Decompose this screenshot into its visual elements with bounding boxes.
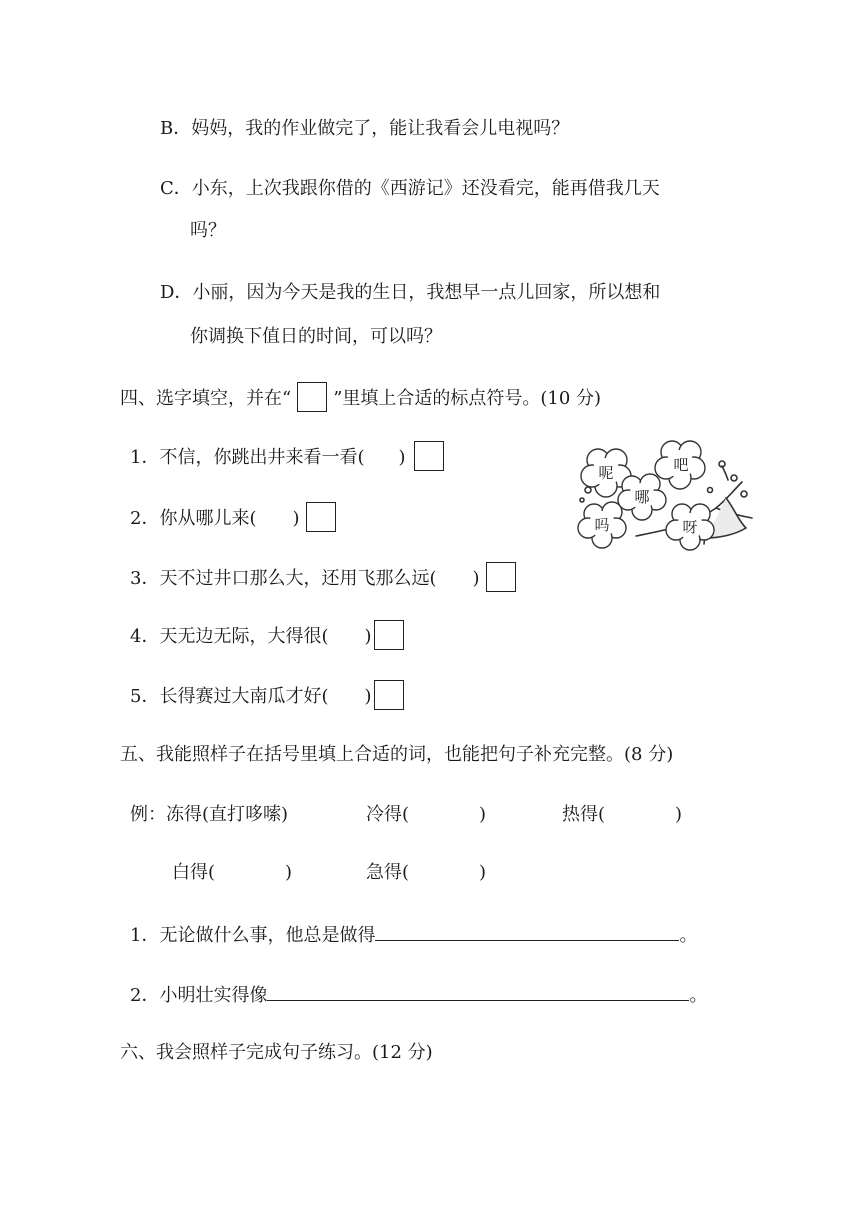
option-d-line1: D．小丽，因为今天是我的生日，我想早一点儿回家，所以想和	[160, 282, 661, 303]
blank-ji[interactable]	[366, 860, 486, 886]
sentence-end: 。	[679, 925, 698, 946]
section4-item-1	[130, 443, 444, 473]
punctuation-box[interactable]	[306, 502, 336, 532]
section4-item-5	[130, 682, 404, 712]
section4-title	[120, 384, 601, 414]
sentence-1	[130, 920, 697, 949]
example-text: 冻得(直打哆嗦)	[166, 804, 289, 825]
punctuation-box[interactable]	[486, 562, 516, 592]
blank-label: 冷得(	[366, 804, 410, 825]
blank-label: 急得(	[366, 862, 410, 883]
item-label: 5．长得赛过大南瓜才好(	[130, 686, 329, 707]
blank-label: 热得(	[562, 804, 606, 825]
item-label: 3．天不过井口那么大，还用飞那么远(	[130, 568, 437, 589]
item-label: 2．你从哪儿来(	[130, 508, 257, 529]
blank-close: )	[479, 804, 487, 825]
item-label: 4．天无边无际，大得很(	[130, 626, 329, 647]
blank-close: )	[675, 804, 683, 825]
item-label: 1．不信，你跳出井来看一看(	[130, 447, 365, 468]
item-close-paren: )	[364, 626, 372, 647]
option-b: B．妈妈，我的作业做完了，能让我看会儿电视吗？	[160, 118, 570, 139]
section6-title: 六、我会照样子完成句子练习。(12 分)	[120, 1042, 433, 1063]
item-close-paren: )	[472, 568, 480, 589]
option-c-line2: 吗？	[190, 220, 226, 241]
sentence-2-label: 2．小明壮实得像	[130, 985, 268, 1006]
blank-close: )	[479, 862, 487, 883]
section4-item-4	[130, 622, 404, 652]
punctuation-box-example	[297, 382, 327, 412]
sentence-end: 。	[689, 985, 708, 1006]
flower-char-na: 哪	[634, 488, 650, 506]
punctuation-box[interactable]	[414, 441, 444, 471]
punctuation-box[interactable]	[374, 680, 404, 710]
blank-re[interactable]	[562, 802, 682, 828]
blank-leng[interactable]	[366, 802, 486, 828]
option-d-line2: 你调换下值日的时间，可以吗？	[190, 326, 442, 347]
punctuation-box[interactable]	[374, 620, 404, 650]
flower-char-ma: 吗	[594, 516, 610, 534]
item-close-paren: )	[398, 447, 406, 468]
sentence-2	[130, 980, 707, 1009]
section4-item-3	[130, 564, 516, 594]
item-close-paren: )	[364, 686, 372, 707]
item-close-paren: )	[292, 508, 300, 529]
section4-item-2	[130, 504, 336, 534]
flower-char-ne: 呢	[598, 464, 614, 482]
flower-branch-illustration	[576, 438, 756, 554]
flower-char-ya: 呀	[682, 518, 698, 536]
section5-title: 五、我能照样子在括号里填上合适的词，也能把句子补充完整。(8 分)	[120, 744, 674, 765]
option-c-line1: C．小东，上次我跟你借的《西游记》还没看完，能再借我几天	[160, 178, 660, 199]
example-prefix: 例：	[130, 804, 166, 825]
section4-title-pre: 四、选字填空，并在“	[120, 388, 292, 409]
flower-char-ba: 吧	[673, 456, 689, 474]
blank-close: )	[285, 862, 293, 883]
example-row	[130, 802, 288, 828]
blank-bai[interactable]	[172, 860, 292, 886]
sentence-2-blank[interactable]	[267, 980, 689, 1001]
sentence-1-label: 1．无论做什么事，他总是做得	[130, 925, 376, 946]
blank-label: 白得(	[172, 862, 216, 883]
section4-title-post: ”里填上合适的标点符号。(10 分)	[333, 388, 602, 409]
sentence-1-blank[interactable]	[375, 920, 679, 941]
